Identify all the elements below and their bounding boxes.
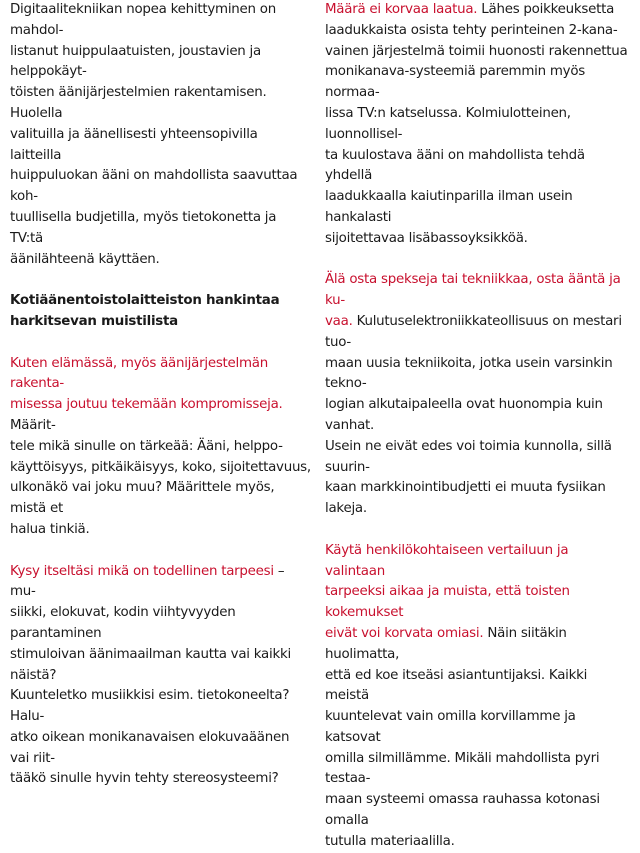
spacer: [10, 270, 312, 291]
mixed-line: [10, 562, 312, 604]
body-line: logian alkutaipaleella ovat huonompia kuin vanhat.: [325, 397, 603, 433]
intro-line: listanut huippulaatuisten, joustavien ja helppokäyt-: [10, 43, 261, 80]
intro-line: töisten äänijärjestelmien rakentamisen. Huolella: [10, 85, 267, 121]
body-line: Usein ne eivät edes voi toimia kunnolla, sillä suurin-: [325, 438, 612, 475]
comparison-paragraph: [325, 541, 628, 853]
spacer: [10, 541, 312, 562]
body-line: ulkonäkö vai joku muu? Määrittele myös, mistä et: [10, 480, 275, 517]
intro-line: tuullisella budjetilla, myös tietokonetta ja TV:tä: [10, 209, 277, 246]
body-text: Määrit-: [10, 417, 56, 433]
body-line: stimuloivan äänimaailman kautta vai kaikki näistä?: [10, 646, 291, 683]
specs-paragraph: [325, 270, 628, 520]
intro-paragraph: [10, 0, 312, 270]
highlight-text: Kysy itseltäsi mikä on todellinen tarpeesi: [10, 563, 274, 579]
body-line: siikki, elokuvat, kodin viihtyvyyden parantaminen: [10, 605, 236, 641]
highlight-text: vaa.: [325, 313, 353, 329]
body-line: laadukkaista osista tehty perinteinen 2-kana-: [325, 22, 618, 38]
heading-line: harkitsevan muistilista: [10, 313, 178, 329]
body-line: laadukkaalla kaiutinparilla ilman usein hankalasti: [325, 189, 573, 225]
body-line: Kuunteletko musiikkisi esim. tietokoneelta? Halu-: [10, 688, 290, 725]
mixed-line: [325, 624, 628, 666]
body-line: omilla silmillämme. Mikäli mahdollista pyri testaa-: [325, 750, 600, 787]
body-line: monikanava-systeemiä paremmin myös normaa-: [325, 64, 585, 101]
body-line: tele mikä sinulle on tärkeää: Ääni, helppo-: [10, 438, 283, 454]
highlight-line: Älä osta spekseja tai tekniikkaa, osta ääntä ja ku-: [325, 272, 621, 309]
spacer: [325, 250, 628, 271]
spacer: [325, 520, 628, 541]
highlight-text: misessa joutuu tekemään kompromisseja.: [10, 397, 283, 413]
mixed-line: [325, 0, 628, 21]
body-line: atko oikean monikanavaisen elokuvaäänen vai riit-: [10, 729, 290, 766]
body-line: käyttöisyys, pitkäikäisyys, koko, sijoitettavuus,: [10, 459, 311, 475]
body-text: – mu-: [10, 563, 285, 600]
highlight-line: Kuten elämässä, myös äänijärjestelmän rakenta-: [10, 355, 268, 392]
body-line: maan systeemi omassa rauhassa kotonasi omalla: [325, 792, 600, 829]
body-line: vainen järjestelmä toimii huonosti rakennettua: [325, 43, 628, 59]
right-column: [325, 0, 628, 853]
quality-paragraph: [325, 0, 628, 250]
mixed-line: [10, 395, 312, 437]
highlight-text: Määrä ei korvaa laatua.: [325, 2, 478, 17]
body-line: kuuntelevat vain omilla korvillamme ja katsovat: [325, 709, 576, 745]
body-text: Näin siitäkin huolimatta,: [325, 625, 567, 662]
intro-line: Digitaalitekniikan nopea kehittyminen on mahdol-: [10, 2, 276, 38]
section-heading: [10, 291, 312, 333]
body-line: tääkö sinulle hyvin tehty stereosysteemi?: [10, 771, 279, 787]
spacer: [10, 333, 312, 354]
intro-line: valituilla ja äänellisesti yhteensopivilla laitteilla: [10, 126, 258, 163]
highlight-line: tarpeeksi aikaa ja muista, että toisten kokemukset: [325, 584, 570, 621]
needs-paragraph: [10, 562, 312, 791]
body-line: halua tinkiä.: [10, 521, 90, 537]
body-text: Lähes poikkeuksetta: [477, 2, 615, 17]
body-line: sijoitettavaa lisäbassoyksikköä.: [325, 230, 528, 246]
body-line: lissa TV:n katselussa. Kolmiulotteinen, luonnollisel-: [325, 105, 571, 142]
body-line: ta kuulostava ääni on mahdollista tehdä yhdellä: [325, 147, 585, 184]
mixed-line: [325, 312, 628, 354]
highlight-line: Käytä henkilökohtaiseen vertailuun ja valintaan: [325, 542, 569, 579]
body-line: tutulla materiaalilla.: [325, 833, 455, 849]
intro-line: huippuluokan ääni on mahdollista saavuttaa koh-: [10, 168, 298, 205]
body-line: maan uusia tekniikoita, jotka usein varsinkin tekno-: [325, 355, 613, 392]
body-line: kaan markkinointibudjetti ei muuta fysiikan lakeja.: [325, 480, 606, 517]
body-line: että ed koe itseäsi asiantuntijaksi. Kaikki meistä: [325, 667, 588, 704]
body-text: Kulutuselektroniikkateollisuus on mestari tuo-: [325, 313, 622, 350]
left-column: [10, 0, 312, 790]
intro-line: äänilähteenä käyttäen.: [10, 251, 160, 267]
heading-line: Kotiäänentoistolaitteiston hankintaa: [10, 293, 280, 309]
compromise-paragraph: [10, 354, 312, 541]
highlight-text: eivät voi korvata omiasi.: [325, 625, 484, 641]
